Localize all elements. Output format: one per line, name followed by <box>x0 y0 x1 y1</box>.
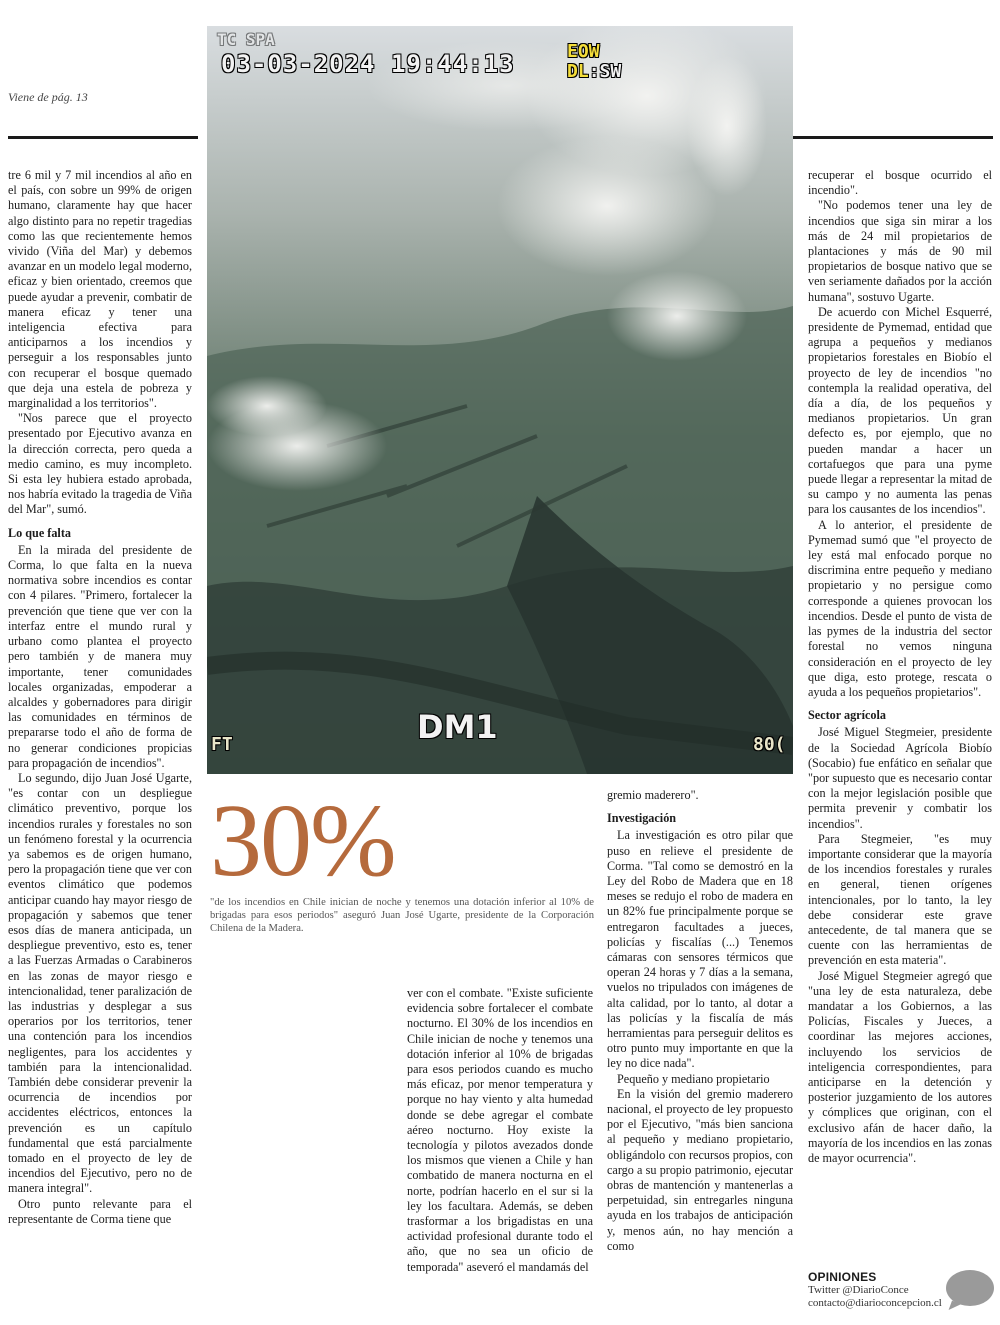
top-rule-right <box>793 136 993 139</box>
paragraph: A lo anterior, el presidente de Pymemad sumó que "el proyecto de ley está mal enfocado porque no discrimina entre pequeño y mediano propietario y no persigue como corresponde a quienes provocan los incendios. Desde el punto de vista de las pymes de la industria del sector forestal no vemos ninguna consideración en el proyecto de ley que diga, esto protege, rescata o ayuda a los pequeños propietarios". <box>808 517 992 699</box>
article-column-2 <box>407 986 593 1316</box>
aerial-landscape-image <box>207 26 793 774</box>
contact-email[interactable]: contacto@diarioconcepcion.cl <box>808 1297 942 1309</box>
article-column-3 <box>607 788 793 1316</box>
stat-value: 30% <box>210 783 395 898</box>
opinions-title: OPINIONES <box>808 1270 877 1284</box>
paragraph: Otro punto relevante para el representante de Corma tiene que <box>8 1196 192 1226</box>
paragraph: recuperar el bosque ocurrido el incendio". <box>808 168 992 198</box>
paragraph: Pequeño y mediano propietario <box>617 1071 770 1086</box>
paragraph: En la visión del gremio maderero nacional, el proyecto de ley propuesto por el Ejecutivo, "más bien sanciona al pequeño y mediano propietario, obligándolo con recursos propios, con cargo a su propio patrimonio, ejecutar obras de mantención y mantenerlas a perpetuidad, sin entregarles ninguna ayuda en los trabajos de anticipación y, menos aún, no hay mención a como <box>607 1086 793 1253</box>
osd-mode-line2-a: DL <box>567 61 589 82</box>
paragraph: Para Stegmeier, "es muy importante considerar que la mayoría de los incendios forestales y rurales en general, tienen orígenes intencionales, por lo tanto, la ley debe considerar este grave antecedente, de tal manera que se cuente con las herramientas de prevención en esta materia". <box>808 831 992 968</box>
paragraph: "Nos parece que el proyecto presentado por Ejecutivo avanza en la dirección correcta, pero queda a medio camino, es muy incompleto. Si esta ley hubiera estado aprobada, nos habría evitado la tragedia de Viña del Mar", sumó. <box>8 411 192 517</box>
paragraph: Lo segundo, dijo Juan José Ugarte, "es contar con un despliegue climático preventivo, porque los incendios rurales y forestales no son un fenómeno forestal y la ocurrencia ya sabemos es de origen humano, pero la propagación tiene que ver con eventos climático que podemos anticipar cuando hay mayor riesgo de propagación y sabemos que tener esos días de manera anticipada, un despliegue preventivo, esto es, tener a las Fuerzas Armadas o Carabineros en las zonas de mayor riesgo e intencionalidad, tener paralización de las industrias y desplegar a sus operarios por los territorios, tener una contención para los incendios negligentes, para los accidentes y también para la intencionalidad. También debe considerar prevenir la ocurrencia de incendios por accidentes eléctricos, entonces la prevención es un capítulo fundamental que está parcialmente tomado en el proyecto de ley de incendios del Ejecutivo, pero no de manera integral". <box>8 770 192 1196</box>
subheading-sector-agricola: Sector agrícola <box>808 708 886 723</box>
paragraph: tre 6 mil y 7 mil incendios al año en el país, con sobre un 99% de origen humano, claramente hay que hacer algo distinto para no repetir tragedias como las que recientemente hemos vivido (Viña del Mar) y debemos avanzar en un modelo legal moderno, eficaz y bien orientado, creemos que puede ayudar a prevenir, combatir de manera eficaz y tener una inteligencia efectiva para anticiparnos a los incendios y perseguir a los responsables junto con recuperar el bosque quemado que deja una estela de pobreza y marginalidad a los territorios". <box>8 168 192 411</box>
speech-bubble-icon <box>946 1270 994 1306</box>
continued-from-label: Viene de pág. 13 <box>8 90 88 104</box>
paragraph: José Miguel Stegmeier agregó que "una ley de esta naturaleza, debe mandatar a los Gobiernos, a las Policías, Fiscales y Jueces, a coordinar las mejores acciones, incluyendo los servicios de inteligencia correspondientes, para anticiparse en la detención y posterior juzgamiento de los autores y cómplices que originan, con el exclusivo afán de hacer daño, la mayoría de los incendios en las zonas de mayor ocurrencia". <box>808 968 992 1165</box>
osd-mode-readout <box>567 42 621 82</box>
article-column-4 <box>808 168 992 1262</box>
subheading-investigacion: Investigación <box>607 811 677 826</box>
opinions-box <box>808 1270 942 1310</box>
paragraph: "No podemos tener una ley de incendios que siga sin mirar a los más de 24 mil propietarios de plantaciones y más de 90 mil propietarios de bosque nativo que se ven seriamente dañados por la acción humana", sostuvo Ugarte. <box>808 198 992 304</box>
osd-designator: DM1 <box>417 708 498 746</box>
osd-right-corner: 80( <box>753 734 786 755</box>
paragraph: José Miguel Stegmeier, presidente de la Sociedad Agrícola Biobío (Socabio) fue enfático en señalar que "por supuesto que es necesario contar con la mejor legislación posible que permita prevenir y combatir los incendios". <box>808 725 992 831</box>
paragraph: De acuerdo con Michel Esquerré, presidente de Pymemad, entidad que agrupa a pequeños y medianos propietarios forestales en Biobío el proyecto de ley de incendios "no contempla la realidad operativa, del día a día, de los pequeños y medianos propietarios. Un gran defecto es, por ejemplo, que no pueden mandar a hacer un cortafuegos que para una pyme puede llegar a representar la mitad de su campo y no aumenta las penas para los causantes de los incendios". <box>808 304 992 517</box>
osd-faded-text: TC SPA <box>217 30 275 49</box>
osd-mode-line1: EOW <box>567 41 600 62</box>
osd-left-corner: FT <box>211 734 233 755</box>
twitter-handle[interactable]: Twitter @DiarioConce <box>808 1284 909 1296</box>
osd-mode-line2-b: :SW <box>588 61 622 82</box>
paragraph: ver con el combate. "Existe suficiente evidencia sobre fortalecer el combate nocturno. El 30% de los incendios en Chile inician de noche y tenemos una dotación inferior al 10% de brigadas para esos periodos cuando es mucho más eficaz, por menor temperatura y porque no hay viento y alta humedad donde se debe agregar el combate aéreo nocturno. Hoy existe la tecnología y pilotos avezados donde los mismos que vienen a Chile y han combatido de manera nocturna en el norte, podrían hacerlo en el sur si la ley los facultara. Además, se deben trasformar a los brigadistas en una actividad profesional durante todo el año, que no sea un oficio de temporada" aseveró el mandamás del <box>407 986 593 1274</box>
paragraph: La investigación es otro pilar que puso en relieve el presidente de Corma. "Tal como se demostró en la Ley del Robo de Madera que en 18 meses se redujo el robo de madera en un 82% fue principalmente porque se entregaron facultades a jueces, policías y fiscalías (...) Tenemos cámaras con sensores térmicos que operan 24 horas y 7 días a la semana, vuelos no tripulados con imágenes de alta calidad, por lo tanto, al dotar a las policías y la fiscalía de más herramientas para perseguir delitos es otro punto muy importante en que la ley no dice nada". <box>607 828 793 1071</box>
osd-datetime: 03-03-2024 19:44:13 <box>221 50 515 78</box>
paragraph: En la mirada del presidente de Corma, lo que falta en la nueva normativa sobre incendios es contar con 4 pilares. "Primero, fortalecer la prevención que tiene que ver con la interfaz entre el mundo rural y urbano como plantea el proyecto pero también y de manera muy importante, tener comunidades locales organizadas, empoderar a alcaldes y gobernadores para dirigir las comunidades en términos de prepararse todo el año de forma de no generar condiciones propicias para propagación de incendios". <box>8 542 192 770</box>
aerial-fire-photo <box>207 26 793 774</box>
article-column-1 <box>8 168 192 1316</box>
paragraph: gremio maderero". <box>607 788 699 802</box>
subheading-lo-que-falta: Lo que falta <box>8 525 71 540</box>
top-rule-left <box>8 136 198 139</box>
stat-caption: "de los incendios en Chile inician de noche y tenemos una dotación inferior al 10% de brigadas para esos periodos" aseguró Juan José Ugarte, presidente de la Corporación Chilena de la Madera. <box>210 897 594 935</box>
